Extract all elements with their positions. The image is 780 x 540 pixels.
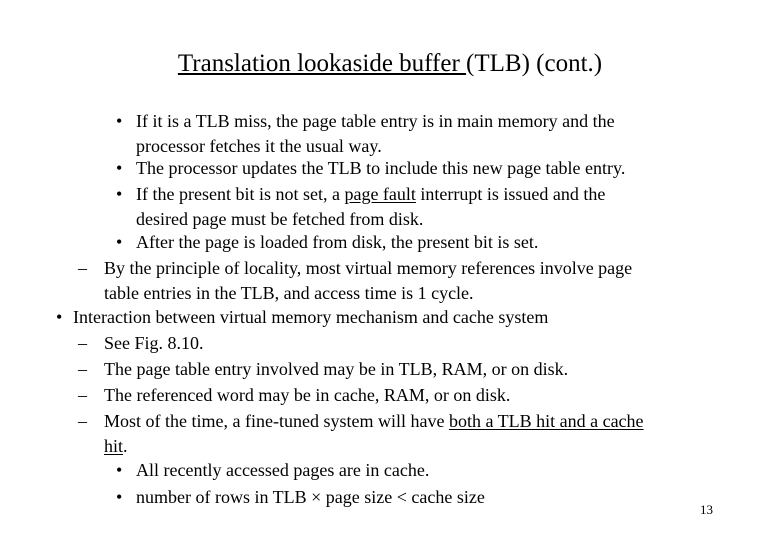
list-item-update-tlb: The processor updates the TLB to include this new page table entry. <box>136 158 626 178</box>
bullet-marker: • <box>116 184 123 204</box>
list-item-tlb-miss: If it is a TLB miss, the page table entry is in main memory and the processor fetches it the usual way. <box>136 111 615 156</box>
page-fault-link: page fault <box>344 184 416 204</box>
bullet-marker: • <box>116 232 123 252</box>
dash-marker: – <box>78 411 87 431</box>
title-rest: (TLB) (cont.) <box>466 50 603 77</box>
bullet-marker: • <box>116 487 123 507</box>
dash-marker: – <box>78 333 87 353</box>
dash-marker: – <box>78 359 87 379</box>
tlb-cache-hit-link: both a TLB hit and a cache <box>448 411 644 431</box>
list-item-interaction: Interaction between virtual memory mechanism and cache system <box>73 307 549 327</box>
list-item-fine-tuned: Most of the time, a fine-tuned system will have both a TLB hit and a cache hit. <box>104 411 644 456</box>
bullet-marker: • <box>116 460 123 480</box>
dash-marker: – <box>78 258 87 278</box>
hit-link: hit <box>104 436 124 456</box>
list-item-page-table-entry: The page table entry involved may be in TLB, RAM, or on disk. <box>104 359 569 379</box>
dash-marker: – <box>78 385 87 405</box>
bullet-marker: • <box>56 307 63 327</box>
list-item-page-loaded: After the page is loaded from disk, the present bit is set. <box>136 232 539 252</box>
bullet-marker: • <box>116 158 123 178</box>
list-item-see-fig: See Fig. 8.10. <box>104 333 204 353</box>
title-underlined-part: Translation lookaside buffer <box>177 50 467 77</box>
list-item-recent-pages: All recently accessed pages are in cache. <box>136 460 430 480</box>
list-item-referenced-word: The referenced word may be in cache, RAM, or on disk. <box>104 385 511 405</box>
page-number: 13 <box>700 502 713 517</box>
list-item-rows-formula: number of rows in TLB × page size < cache size <box>136 487 485 507</box>
slide-title <box>0 48 780 80</box>
bullet-marker: • <box>116 111 123 131</box>
list-item-locality: By the principle of locality, most virtual memory references involve page table entries in the TLB, and access time is 1 cycle. <box>104 258 633 303</box>
list-item-present-bit: If the present bit is not set, a page fault interrupt is issued and the desired page must be fetched from disk. <box>136 184 606 229</box>
